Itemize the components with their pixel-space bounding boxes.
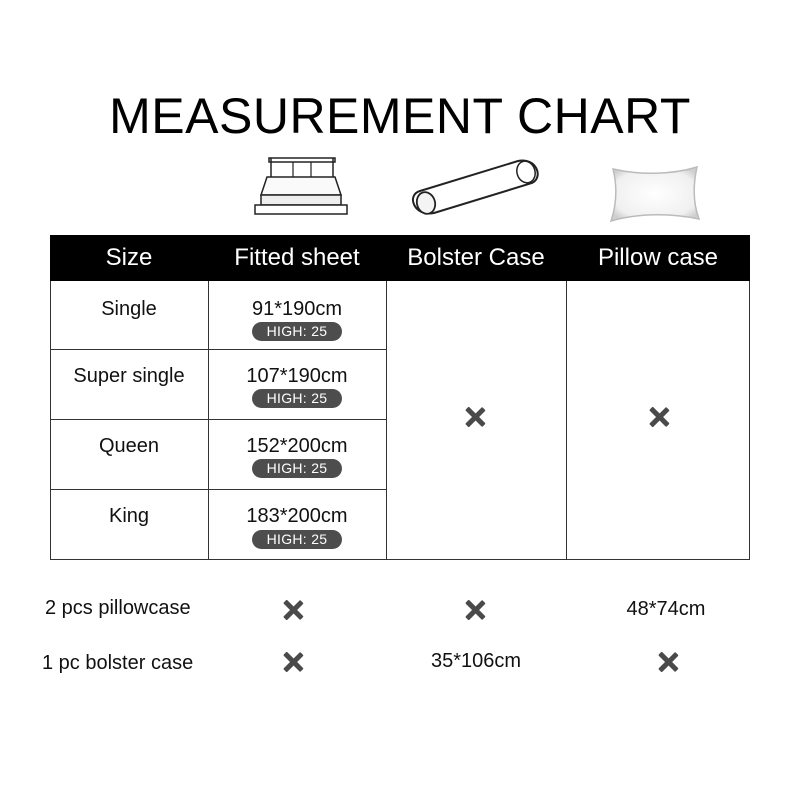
row-size: Super single (73, 365, 185, 387)
header-size: Size (105, 244, 153, 271)
x-mark-icon (464, 406, 486, 428)
x-mark-icon (464, 599, 486, 621)
pillow-icon (609, 163, 701, 223)
table-border-bottom (50, 559, 750, 560)
x-mark-icon (648, 406, 670, 428)
page-title: MEASUREMENT CHART (109, 88, 691, 144)
header-fitted-sheet: Fitted sheet (234, 244, 360, 271)
bolster-icon (408, 157, 544, 215)
x-mark-icon (282, 599, 304, 621)
row-size: Queen (98, 435, 160, 457)
row-divider (50, 349, 386, 350)
extra-label-bolster: 1 pc bolster case (42, 652, 194, 674)
row-size: King (108, 505, 150, 527)
pillowcase-size: 48*74cm (626, 598, 706, 620)
table-divider (566, 281, 567, 560)
header-bolster-case: Bolster Case (407, 244, 545, 271)
bolster-case-size: 35*106cm (430, 650, 522, 672)
height-badge: HIGH: 25 (252, 322, 342, 341)
row-fitted-size: 91*190cm (251, 298, 343, 320)
header-pillow-case: Pillow case (597, 244, 719, 271)
height-badge: HIGH: 25 (252, 389, 342, 408)
x-mark-icon (657, 651, 679, 673)
table-border-right (749, 281, 750, 560)
table-header (50, 235, 750, 281)
x-mark-icon (282, 651, 304, 673)
table-divider (386, 281, 387, 560)
height-badge: HIGH: 25 (252, 459, 342, 478)
bed-icon (253, 155, 349, 217)
row-fitted-size: 183*200cm (246, 505, 348, 527)
row-fitted-size: 152*200cm (246, 435, 348, 457)
row-divider (50, 419, 386, 420)
row-size: Single (101, 298, 157, 320)
row-divider (50, 489, 386, 490)
row-fitted-size: 107*190cm (246, 365, 348, 387)
height-badge: HIGH: 25 (252, 530, 342, 549)
extra-label-pillowcase: 2 pcs pillowcase (45, 597, 191, 619)
